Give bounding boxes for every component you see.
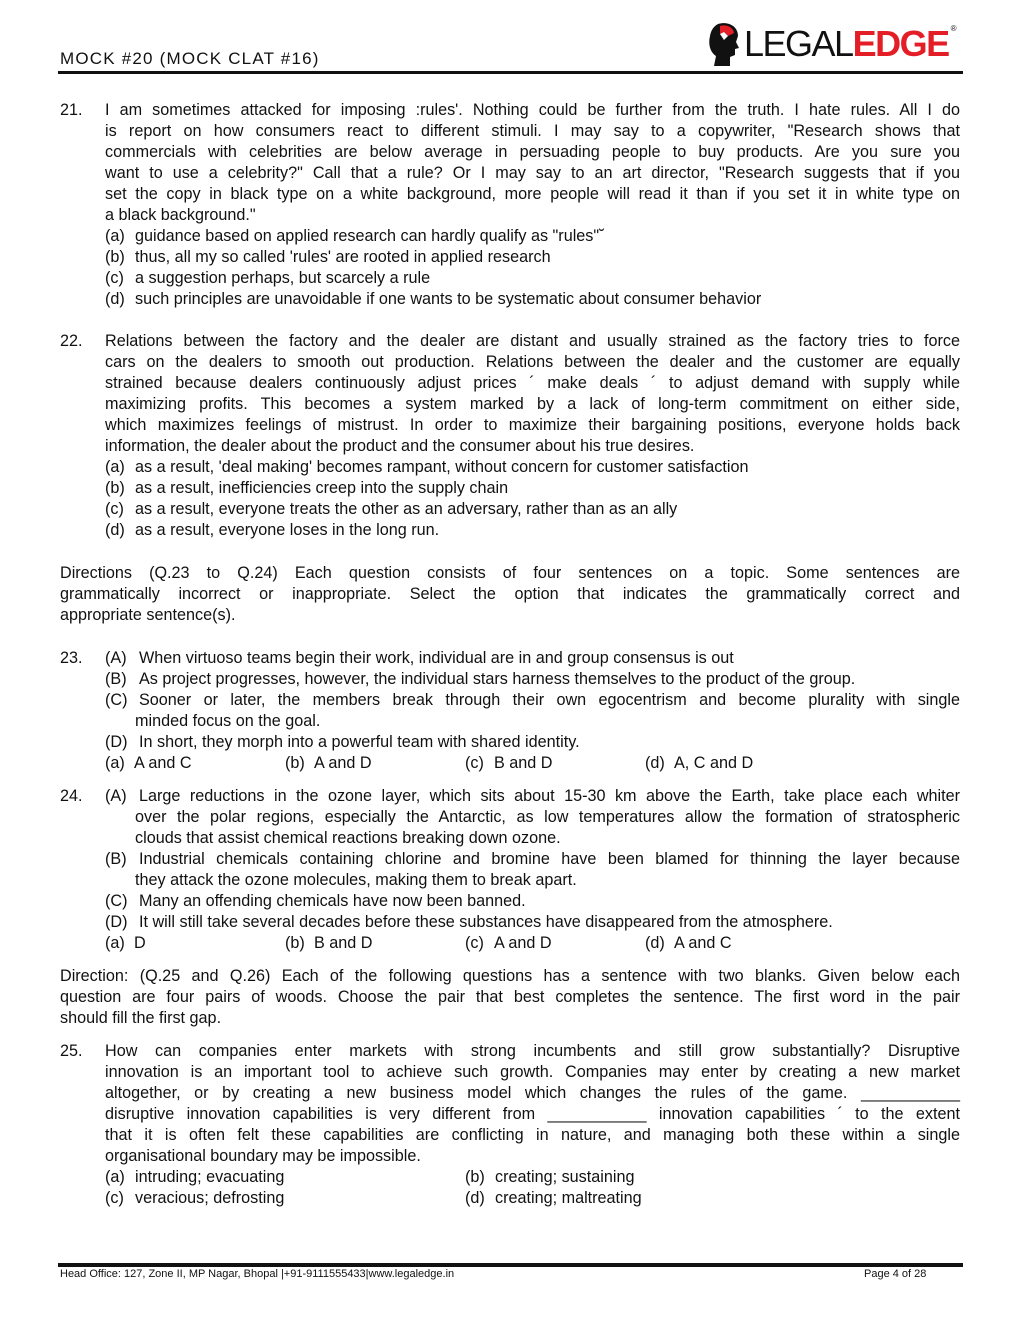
question-text-line: a black background." xyxy=(105,206,256,224)
question-text-line: Relations between the factory and the dealer are distant and usually strained as the factory tries to force xyxy=(105,332,960,350)
option-label: (a) xyxy=(105,1168,125,1186)
option-text: veracious; defrosting xyxy=(135,1189,285,1207)
footer-page-number: Page 4 of 28 xyxy=(864,1268,927,1280)
option-label: (b) xyxy=(465,1168,485,1186)
option-text: B and D xyxy=(314,934,373,952)
option-text: creating; maltreating xyxy=(495,1189,642,1207)
option-text: A and C xyxy=(134,754,192,772)
directions-text-line: grammatically incorrect or inappropriate. Select the option that indicates the grammatically correct and xyxy=(60,585,960,603)
footer-address: Head Office: 127, Zone II, MP Nagar, Bhopal |+91-9111555433|www.legaledge.in xyxy=(60,1268,455,1280)
footer-divider xyxy=(58,1263,963,1267)
sentence-text-line: Sooner or later, the members break through their own egocentrism and become plurality with single xyxy=(139,691,960,709)
question-number: 24. xyxy=(60,787,83,805)
directions-text-line: should fill the first gap. xyxy=(60,1009,222,1027)
logo-edge-text: EDGE xyxy=(852,23,949,64)
option-label: (d) xyxy=(105,521,125,539)
question-text-line: innovation is an important tool to achieve such growth. Companies may enter by creating a new market xyxy=(105,1063,960,1081)
option-label: (c) xyxy=(465,754,484,772)
option-text: A and D xyxy=(314,754,372,772)
directions-text-line: appropriate sentence(s). xyxy=(60,606,236,624)
logo-wordmark xyxy=(744,24,957,64)
sentence-text-line: When virtuoso teams begin their work, individual are in and group consensus is out xyxy=(139,649,734,667)
option-label: (d) xyxy=(465,1189,485,1207)
directions-text-line: Directions (Q.23 to Q.24) Each question consists of four sentences on a topic. Some sentences are xyxy=(60,564,960,582)
question-text-line: that it is often felt these capabilities are conflicting in nature, and managing both these within a single xyxy=(105,1126,960,1144)
option-label: (b) xyxy=(285,754,305,772)
question-text-line: cars on the dealers to smooth out production. Relations between the dealer and the customer are equally xyxy=(105,353,960,371)
question-text-line: strained because dealers continuously adjust prices ´ make deals ´ to adjust demand with supply while xyxy=(105,374,960,392)
sentence-text-line: In short, they morph into a powerful team with shared identity. xyxy=(139,733,580,751)
sentence-label: (B) xyxy=(105,670,127,688)
option-text: B and D xyxy=(494,754,553,772)
sentence-text-line: Many an offending chemicals have now been banned. xyxy=(139,892,526,910)
option-text: as a result, 'deal making' becomes rampant, without concern for customer satisfaction xyxy=(135,458,749,476)
sentence-label: (D) xyxy=(105,913,128,931)
head-silhouette-icon xyxy=(708,22,742,68)
sentence-text-line: As project progresses, however, the individual stars harness themselves to the product of the group. xyxy=(139,670,856,688)
option-label: (c) xyxy=(105,500,124,518)
question-number: 21. xyxy=(60,101,83,119)
sentence-text-line: clouds that assist chemical reactions breaking down ozone. xyxy=(135,829,561,847)
question-number: 25. xyxy=(60,1042,83,1060)
sentence-text-line: It will still take several decades before these substances have disappeared from the atmosphere. xyxy=(139,913,833,931)
option-text: creating; sustaining xyxy=(495,1168,635,1186)
mock-title: MOCK #20 (MOCK CLAT #16) xyxy=(60,49,320,68)
option-label: (d) xyxy=(645,934,665,952)
option-label: (b) xyxy=(105,248,125,266)
question-text-line: maximizing profits. This becomes a system marked by a lack of long-term commitment on either side, xyxy=(105,395,960,413)
option-label: (a) xyxy=(105,754,125,772)
option-label: (c) xyxy=(465,934,484,952)
directions-text-line: question are four pairs of woods. Choose the pair that best completes the sentence. The first word in the pair xyxy=(60,988,960,1006)
sentence-text-line: Large reductions in the ozone layer, which sits about 15-30 km above the Earth, take place each whiter xyxy=(139,787,960,805)
question-text-line: want to use a celebrity?" Call that a rule? Or I may say to an art director, "Research suggests that if you xyxy=(105,164,960,182)
question-text-line: disruptive innovation capabilities is very different from ___________ innovation capabilities ´ to the extent xyxy=(105,1105,960,1123)
option-label: (c) xyxy=(105,269,124,287)
question-text-line: How can companies enter markets with strong incumbents and still grow substantially? Disruptive xyxy=(105,1042,960,1060)
option-label: (a) xyxy=(105,934,125,952)
option-label: (a) xyxy=(105,458,125,476)
option-text: guidance based on applied research can hardly qualify as "rules"˘ xyxy=(135,227,605,245)
legaledge-logo xyxy=(708,22,966,68)
sentence-label: (C) xyxy=(105,691,128,709)
question-text-line: which maximizes feelings of mistrust. In order to maximize their bargaining positions, everyone holds back xyxy=(105,416,960,434)
sentence-text-line: over the polar regions, especially the Antarctic, as low temperatures allow the formation of stratospheric xyxy=(135,808,960,826)
option-text: thus, all my so called 'rules' are rooted in applied research xyxy=(135,248,551,266)
option-text: as a result, everyone treats the other as an adversary, rather than as an ally xyxy=(135,500,678,518)
question-text-line: is report on how consumers react to different stimuli. I may say to a copywriter, "Research shows that xyxy=(105,122,960,140)
option-text: a suggestion perhaps, but scarcely a rule xyxy=(135,269,431,287)
question-text-line: commercials with celebrities are below average in persuading people to buy products. Are you sure you xyxy=(105,143,960,161)
option-text: A, C and D xyxy=(674,754,754,772)
sentence-label: (A) xyxy=(105,649,127,667)
sentence-label: (A) xyxy=(105,787,127,805)
option-text: as a result, inefficiencies creep into the supply chain xyxy=(135,479,509,497)
option-text: A and D xyxy=(494,934,552,952)
logo-legal-text: LEGAL xyxy=(744,23,853,64)
option-label: (d) xyxy=(645,754,665,772)
question-text-line: information, the dealer about the product and the consumer about his true desires. xyxy=(105,437,695,455)
question-number: 23. xyxy=(60,649,83,667)
question-text-line: altogether, or by creating a new business model which changes the rules of the game. ___________ xyxy=(105,1084,960,1102)
option-label: (b) xyxy=(285,934,305,952)
option-text: D xyxy=(134,934,146,952)
option-text: A and C xyxy=(674,934,732,952)
header-divider xyxy=(58,71,963,74)
question-text-line: organisational boundary may be impossible. xyxy=(105,1147,421,1165)
option-label: (c) xyxy=(105,1189,124,1207)
option-text: intruding; evacuating xyxy=(135,1168,285,1186)
option-label: (a) xyxy=(105,227,125,245)
sentence-label: (C) xyxy=(105,892,128,910)
question-text-line: set the copy in black type on a white background, more people will read it than if you set it in white type on xyxy=(105,185,960,203)
directions-text-line: Direction: (Q.25 and Q.26) Each of the following questions has a sentence with two blanks. Given below each xyxy=(60,967,960,985)
option-label: (d) xyxy=(105,290,125,308)
sentence-text-line: minded focus on the goal. xyxy=(135,712,321,730)
sentence-label: (D) xyxy=(105,733,128,751)
option-label: (b) xyxy=(105,479,125,497)
sentence-label: (B) xyxy=(105,850,127,868)
option-text: as a result, everyone loses in the long run. xyxy=(135,521,440,539)
question-text-line: I am sometimes attacked for imposing :rules'. Nothing could be further from the truth. I hate rules. All I do xyxy=(105,101,960,119)
sentence-text-line: they attack the ozone molecules, making them to break apart. xyxy=(135,871,577,889)
registered-mark: ® xyxy=(950,24,957,33)
question-number: 22. xyxy=(60,332,83,350)
sentence-text-line: Industrial chemicals containing chlorine and bromine have been blamed for thinning the layer because xyxy=(139,850,960,868)
option-text: such principles are unavoidable if one wants to be systematic about consumer behavior xyxy=(135,290,762,308)
